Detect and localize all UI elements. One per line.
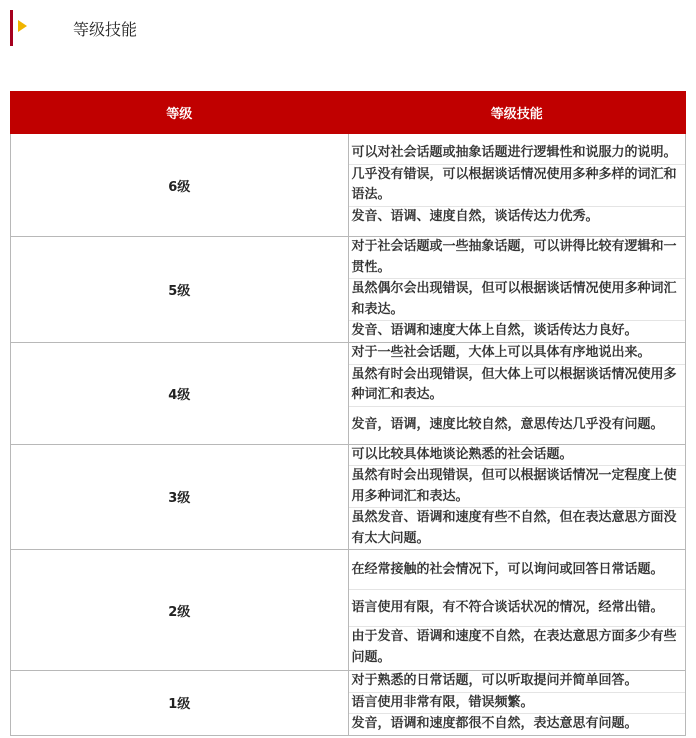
skill-line: 可以比较具体地谈论熟悉的社会话题。 bbox=[349, 445, 686, 467]
level-cell: 3级 bbox=[11, 444, 349, 550]
skill-line: 语言使用有限，有不符合谈话状况的情况，经常出错。 bbox=[349, 590, 686, 628]
level-cell: 1级 bbox=[11, 671, 349, 736]
table-row bbox=[11, 237, 686, 343]
table-row bbox=[11, 550, 686, 671]
skill-line: 语言使用非常有限，错误频繁。 bbox=[349, 693, 686, 715]
skill-line: 发音、语调和速度大体上自然，谈话传达力良好。 bbox=[351, 323, 638, 338]
skills-cell bbox=[348, 444, 686, 550]
skill-line: 对于一些社会话题，大体上可以具体有序地说出来。 bbox=[349, 343, 686, 365]
header-skills: 等级技能 bbox=[348, 92, 686, 134]
table-header-row bbox=[11, 92, 686, 134]
table-row bbox=[11, 342, 686, 444]
skills-cell bbox=[348, 671, 686, 736]
skill-line: 由于发音、语调和速度不自然，在表达意思方面多少有些问题。 bbox=[351, 629, 677, 665]
table-row bbox=[11, 444, 686, 550]
skill-line: 对于熟悉的日常话题，可以听取提问并简单回答。 bbox=[349, 671, 686, 693]
skill-line: 几乎没有错误，可以根据谈话情况使用多种多样的词汇和语法。 bbox=[349, 165, 686, 207]
table-row bbox=[11, 671, 686, 736]
skill-line: 虽然有时会出现错误，但可以根据谈话情况一定程度上使用多种词汇和表达。 bbox=[349, 466, 686, 508]
section-heading bbox=[10, 10, 313, 46]
skills-table bbox=[10, 91, 686, 736]
skill-line: 虽然发音、语调和速度有些不自然，但在表达意思方面没有太大问题。 bbox=[351, 510, 677, 546]
skills-cell bbox=[348, 237, 686, 343]
skill-line: 可以对社会话题或抽象话题进行逻辑性和说服力的说明。 bbox=[349, 143, 686, 165]
skill-line: 发音，语调，速度比较自然，意思传达几乎没有问题。 bbox=[351, 416, 664, 432]
triangle-bullet-icon bbox=[18, 20, 27, 32]
skill-line: 在经常接触的社会情况下，可以询问或回答日常话题。 bbox=[349, 552, 686, 590]
skill-line: 对于社会话题或一些抽象话题，可以讲得比较有逻辑和一贯性。 bbox=[349, 237, 686, 279]
level-cell: 6级 bbox=[11, 134, 349, 237]
table-row bbox=[11, 134, 686, 237]
skills-cell bbox=[348, 550, 686, 671]
level-cell: 2级 bbox=[11, 550, 349, 671]
skill-line: 发音、语调、速度自然，谈话传达力优秀。 bbox=[351, 208, 599, 224]
level-cell: 5级 bbox=[11, 237, 349, 343]
level-cell: 4级 bbox=[11, 342, 349, 444]
skill-line: 虽然有时会出现错误，但大体上可以根据谈话情况使用多种词汇和表达。 bbox=[349, 365, 686, 407]
skill-line: 发音，语调和速度都很不自然，表达意思有问题。 bbox=[351, 716, 638, 731]
header-level: 等级 bbox=[11, 92, 349, 134]
skills-cell bbox=[348, 134, 686, 237]
skill-line: 虽然偶尔会出现错误，但可以根据谈话情况使用多种词汇和表达。 bbox=[349, 279, 686, 321]
section-title: 等级技能 bbox=[73, 20, 138, 39]
skills-cell bbox=[348, 342, 686, 444]
